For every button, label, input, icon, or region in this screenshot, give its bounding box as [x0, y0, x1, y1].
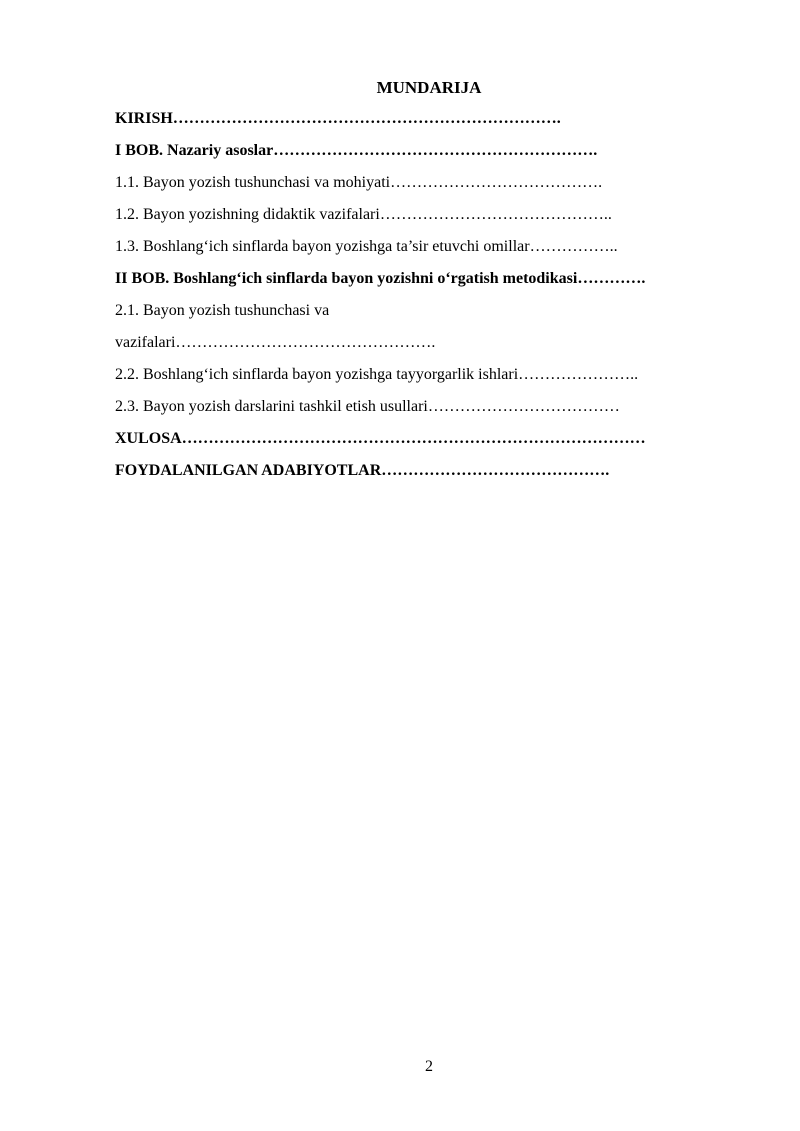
toc-entry-xulosa: XULOSA…………………………………………………………………………… [115, 430, 646, 447]
toc-entry-2-1-line-2: vazifalari…………………………………………. [115, 334, 436, 351]
page-title: MUNDARIJA [376, 78, 482, 97]
toc-entry-2-1-line-1: 2.1. Bayon yozish tushunchasi va [115, 302, 330, 319]
page-number: 2 [425, 1058, 433, 1075]
toc-entry-bibliography: FOYDALANILGAN ADABIYOTLAR……………………………………. [115, 462, 610, 479]
toc-entry-2-3: 2.3. Bayon yozish darslarini tashkil etish usullari……………………………… [115, 398, 620, 415]
toc-entry-chapter-1: I BOB. Nazariy asoslar……………………………………………………. [115, 142, 598, 159]
table-of-contents [115, 108, 755, 492]
toc-entry-2-2: 2.2. Boshlang‘ich sinflarda bayon yozishga tayyorgarlik ishlari………………….. [115, 366, 639, 383]
toc-entry-1-2: 1.2. Bayon yozishning didaktik vazifalari…………………………………….. [115, 206, 612, 223]
toc-entry-kirish: KIRISH………………………………………………………………. [115, 110, 561, 127]
toc-entry-1-1: 1.1. Bayon yozish tushunchasi va mohiyati…………………………………. [115, 174, 603, 191]
toc-entry-chapter-2: II BOB. Boshlang‘ich sinflarda bayon yozishni o‘rgatish metodikasi…………. [115, 270, 646, 287]
toc-entry-1-3: 1.3. Boshlang‘ich sinflarda bayon yozishga ta’sir etuvchi omillar…………….. [115, 238, 618, 255]
